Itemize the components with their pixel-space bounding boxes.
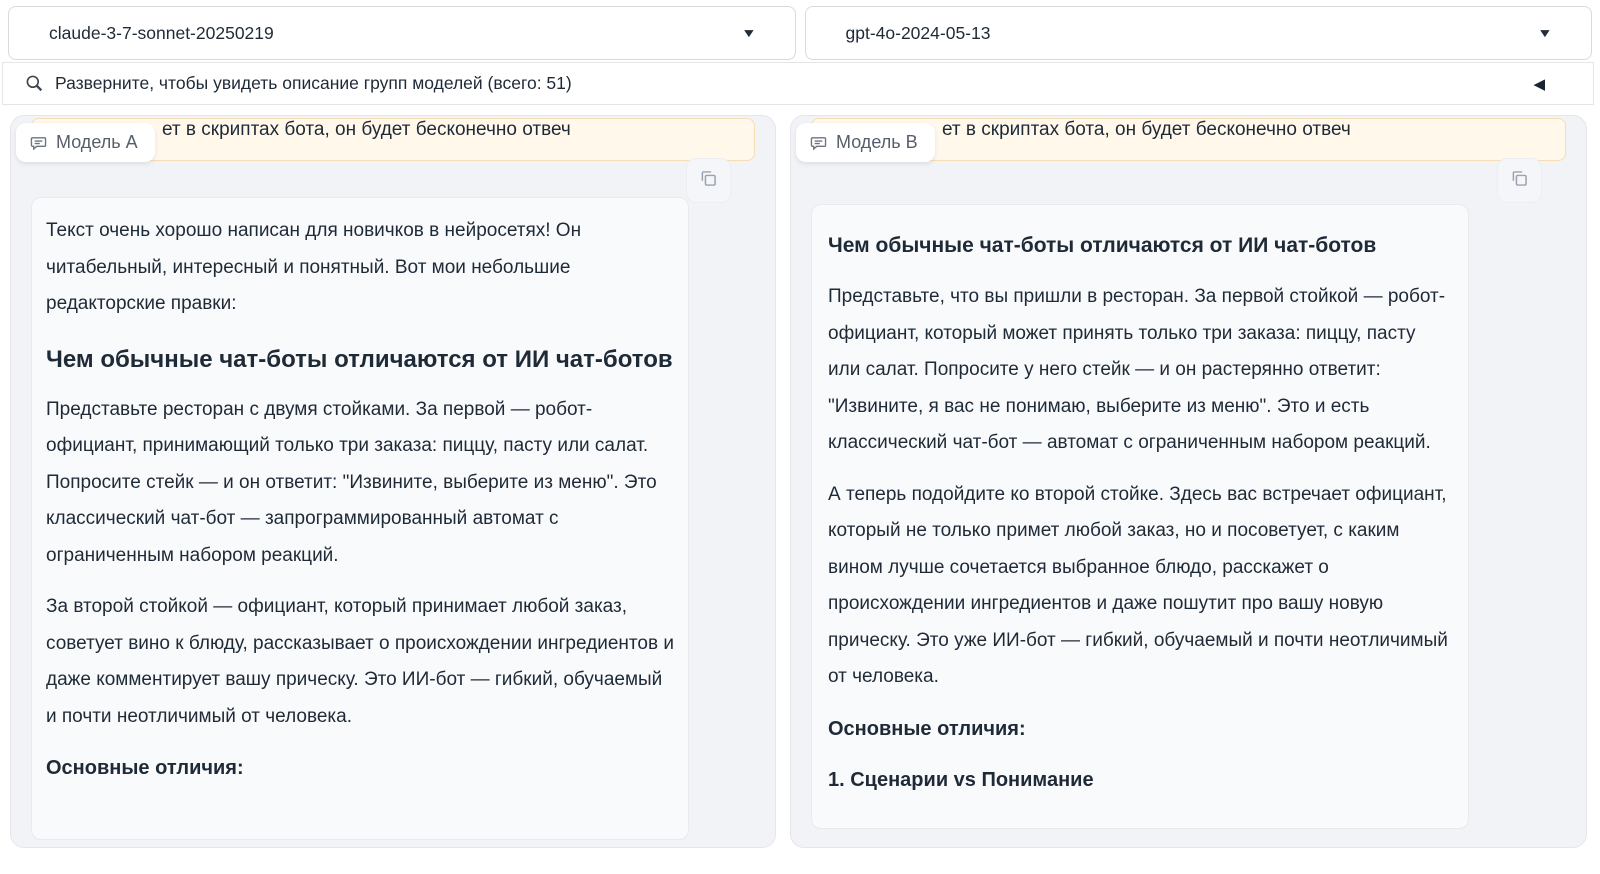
model-b-selector[interactable] <box>805 6 1593 60</box>
response-subheading: Основные отличия: <box>46 757 244 779</box>
response-paragraph: Представьте, что вы пришли в ресторан. За первой стойкой — робот-официант, который может принять только три заказа: пиццу, пасту или салат. Попросите у него стейк — и он растерянно ответит: "Извините, я вас не понимаю, выберите из меню". Это и есть классический чат-бот — автомат с ограниченным набором реакций. <box>828 286 1446 453</box>
model-a-label-chip <box>16 123 155 162</box>
response-paragraph: За второй стойкой — официант, который принимает любой заказ, советует вино к блюду, рассказывает о происхождении ингредиентов и даже комментирует вашу прическу. Это ИИ-бот — гибкий, обучаемый и почти неотличимый от человека. <box>46 596 674 727</box>
copy-response-button-b[interactable] <box>1497 158 1542 203</box>
response-subheading: 1. Сценарии vs Понимание <box>828 769 1094 791</box>
model-a-selector[interactable] <box>8 6 796 60</box>
model-b-selector-value: gpt-4o-2024-05-13 <box>845 22 991 43</box>
model-b-label: Модель B <box>836 132 918 152</box>
model-a-selector-value: claude-3-7-sonnet-20250219 <box>49 22 274 43</box>
response-paragraph: А теперь подойдите ко второй стойке. Здесь вас встречает официант, который не только примет любой заказ, но и посоветует, с каким вином лучше сочетается выбранное блюдо, расскажет о происхождении ингредиентов и даже пошутит про вашу новую прическу. Это уже ИИ-бот — гибкий, обучаемый и почти неотличимый от человека. <box>828 483 1448 687</box>
response-subheading: Основные отличия: <box>828 717 1026 740</box>
response-heading: Чем обычные чат-боты отличаются от ИИ чат-ботов <box>828 234 1377 257</box>
model-a-panel <box>10 115 776 848</box>
collapse-panel-icon[interactable]: ◀ <box>1533 75 1545 93</box>
model-a-response[interactable] <box>31 197 689 840</box>
copy-response-button-a[interactable] <box>686 158 731 203</box>
chat-bubble-icon <box>30 134 47 151</box>
caret-down-icon: ▼ <box>740 26 757 40</box>
response-paragraph: Представьте ресторан с двумя стойками. За первой — робот-официант, принимающий только три заказа: пиццу, пасту или салат. Попросите стейк — и он ответит: "Извините, выберите из меню". Это классический чат-бот — запрограммированный автомат с ограниченным набором реакций. <box>46 398 657 566</box>
search-icon <box>25 74 44 93</box>
response-paragraph: Текст очень хорошо написан для новичков в нейросетях! Он читабельный, интересный и понятный. Вот мои небольшие редакторские правки: <box>46 220 582 314</box>
model-a-label: Модель A <box>56 132 138 152</box>
expander-hint-text: Разверните, чтобы увидеть описание групп моделей (всего: 51) <box>55 73 572 93</box>
chat-bubble-icon <box>810 134 827 151</box>
prompt-fragment-text: ет в скриптах бота, он будет бесконечно отвеч <box>942 119 1351 140</box>
model-b-label-chip <box>796 123 935 162</box>
copy-icon <box>1509 168 1530 194</box>
model-b-panel <box>790 115 1587 848</box>
response-heading: Чем обычные чат-боты отличаются от ИИ чат-ботов <box>46 345 673 373</box>
prompt-fragment-text: ет в скриптах бота, он будет бесконечно отвеч <box>162 119 571 140</box>
model-groups-expander[interactable] <box>2 62 1594 105</box>
model-selector-row <box>8 6 1592 60</box>
model-b-response[interactable] <box>811 204 1469 829</box>
caret-down-icon: ▼ <box>1537 26 1554 40</box>
copy-icon <box>698 168 719 194</box>
